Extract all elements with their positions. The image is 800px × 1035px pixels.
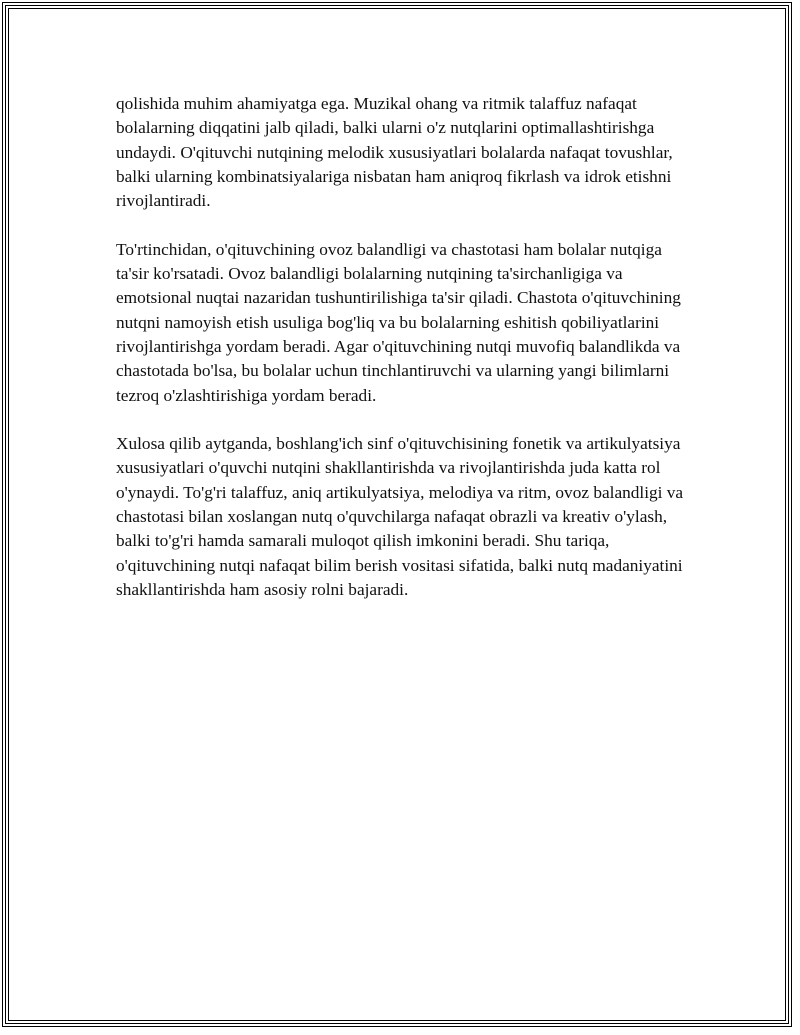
paragraph-1: qolishida muhim ahamiyatga ega. Muzikal ohang va ritmik talaffuz nafaqat bolalarning diqqatini jalb qiladi, balki ularni o'z nutqlarini optimallashtirishga undaydi. O'qituvchi nutqining melodik xususiyatlari bolalarda nafaqat tovushlar, balki ularning kombinatsiyalariga nisbatan ham aniqroq fikrlash va idrok etishni rivojlantiradi. — [116, 94, 673, 211]
document-body — [116, 92, 686, 627]
paragraph-3: Xulosa qilib aytganda, boshlang'ich sinf o'qituvchisining fonetik va artikulyatsiya xususiyatlari o'quvchi nutqini shakllantirishda va rivojlantirishda juda katta rol o'ynaydi. To'g'ri talaffuz, aniq artikulyatsiya, melodiya va ritm, ovoz balandligi va chastotasi bilan xoslangan nutq o'quvchilarga nafaqat obrazli va kreativ o'ylash, balki to'g'ri hamda samarali muloqot qilish imkonini beradi. Shu tariqa, o'qituvchining nutqi nafaqat bilim berish vositasi sifatida, balki nutq madaniyatini shakllantirishda ham asosiy rolni bajaradi. — [116, 434, 684, 599]
paragraph-2: To'rtinchidan, o'qituvchining ovoz balandligi va chastotasi ham bolalar nutqiga ta'sir ko'rsatadi. Ovoz balandligi bolalarning nutqining ta'sirchanligiga va emotsional nuqtai nazaridan tushuntirilishiga ta'sir qiladi. Chastota o'qituvchining nutqni namoyish etish usuliga bog'liq va bu bolalarning eshitish qobiliyatlarini rivojlantirishga yordam beradi. Agar o'qituvchining nutqi muvofiq balandlikda va chastotada bo'lsa, bu bolalar uchun tinchlantiruvchi va ularning yangi bilimlarni tezroq o'zlashtirishiga yordam beradi. — [116, 239, 681, 405]
